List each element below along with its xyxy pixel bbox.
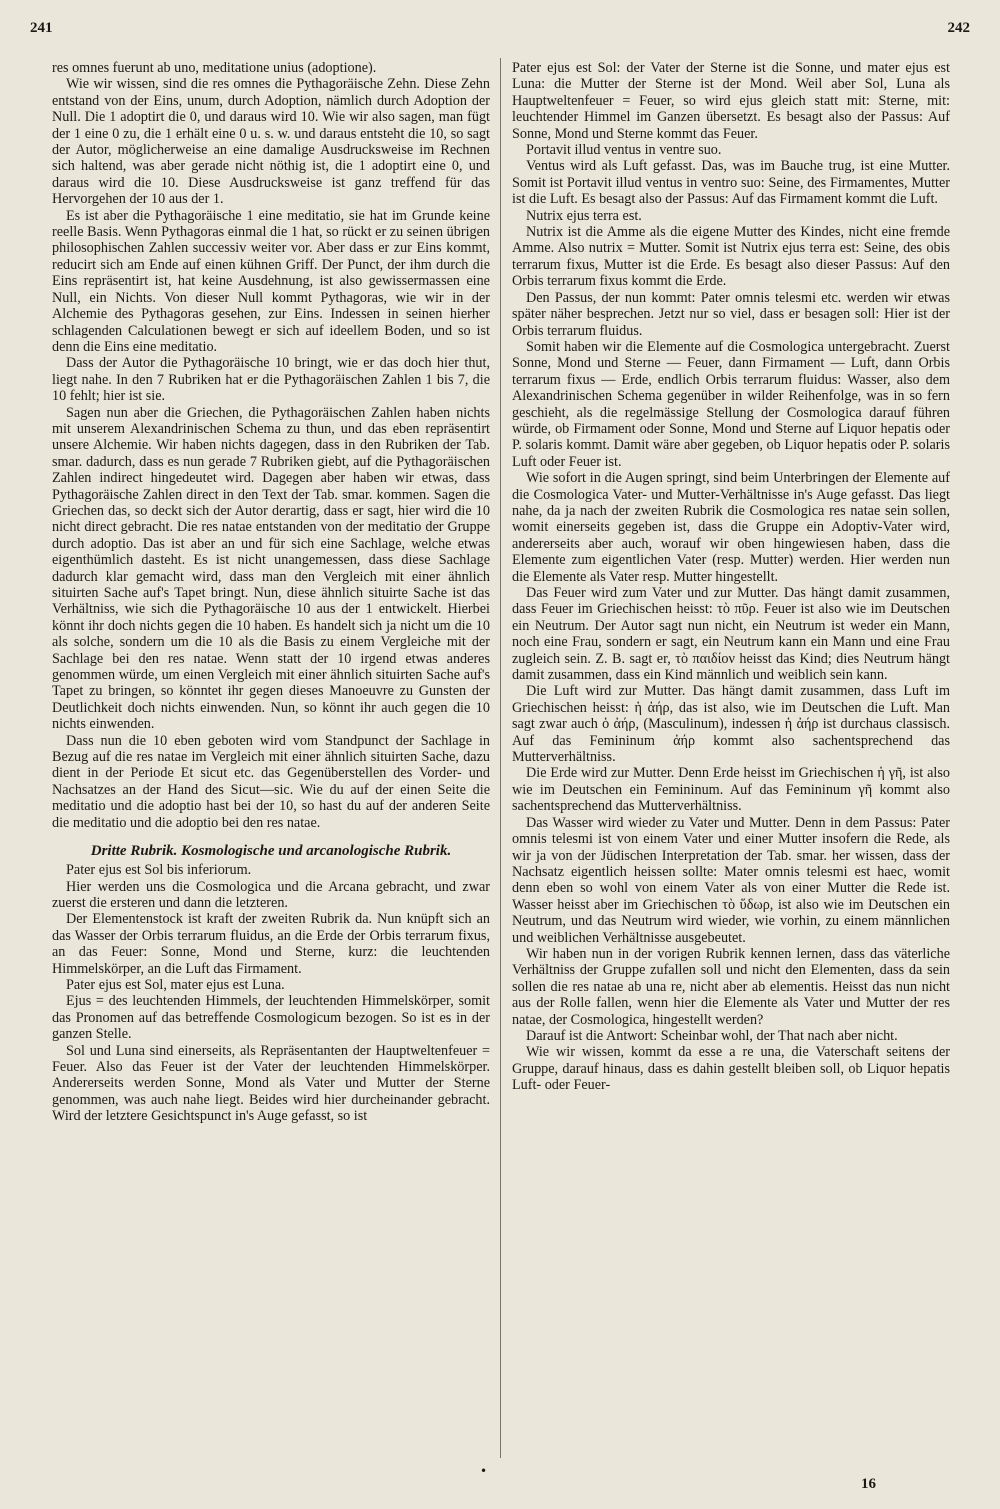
paragraph: Den Passus, der nun kommt: Pater omnis telesmi etc. werden wir etwas später näher besprechen. Jetzt nur so viel, dass er besagen soll: Hier ist der Orbis terrarum fluidus.	[512, 289, 950, 339]
paragraph: Nutrix ist die Amme als die eigene Mutter des Kindes, nicht eine fremde Amme. Also nutrix = Mutter. Somit ist Nutrix ejus terra est: Seine, des obis terrarum fixus, Mutter ist die Erde. Es besagt also dieser Passus: Auf den Orbis terrarum fixus kommt die Erde.	[512, 224, 950, 290]
paragraph: Wir haben nun in der vorigen Rubrik kennen lernen, dass das väterliche Verhältniss der Gruppe zufallen soll und nicht den Elementen, dass da sein sollen die res natae ab una re, nicht aber ab elementis. Heisst das nun nicht aus der Rolle fallen, wenn hier die Elemente als Vater und Mutter der res natae, der Cosmologica, hingestellt werden?	[512, 945, 950, 1028]
right-column	[512, 60, 950, 1094]
paragraph: Pater ejus est Sol bis inferiorum.	[66, 862, 252, 879]
paragraph: Portavit illud ventus in ventre suo.	[526, 142, 722, 159]
left-column	[52, 60, 490, 1125]
paragraph: Es ist aber die Pythagoräische 1 eine meditatio, sie hat im Grunde keine reelle Basis. Wenn Pythagoras einmal die 1 hat, so rückt er zu seinen übrigen philosophischen Zahlen successiv weiter vor. Aber dass er zur Eins kommt, reducirt sich am Ende auf einen kühnen Griff. Der Punct, der ihm durch die Eins repräsentirt ist, hat keine Ausdehnung, ist also gewissermassen eine Null, ein Nichts. Von dieser Null kommt Pythagoras, wie wir in der Alchemie des Pythagoras gesehen, zur Eins. Indessen in seinen hierher schlagenden Calculationen bewegt er sich auf ideellem Boden, und so ist denn die Eins eine meditatio.	[52, 207, 490, 355]
section-heading: Dritte Rubrik. Kosmologische und arcanologische Rubrik.	[90, 843, 452, 860]
paragraph: Dass nun die 10 eben geboten wird vom Standpunct der Sachlage in Bezug auf die res natae im Vergleich mit einer ähnlich situirten Sache, dazu dient in der Periode Et sicut etc. das Gegenüberstellen des Vorder- und Nachsatzes an der Hand des Sicut—sic. Wie du auf der einen Seite die meditatio und die adoptio hast bei der 10, so hast du auf der anderen Seite die meditatio und die adoptio bei den res natae.	[52, 732, 490, 831]
paragraph: Ejus = des leuchtenden Himmels, der leuchtenden Himmelskörper, somit das Pronomen auf das betreffende Cosmologicum bezogen. So ist es in der ganzen Stelle.	[52, 993, 490, 1043]
paragraph: Die Luft wird zur Mutter. Das hängt damit zusammen, dass Luft im Griechischen heisst: ἡ ἀήρ, das ist also, wie im Deutschen die Luft. Man sagt zwar auch ὁ ἀήρ, (Masculinum), indessen ἡ ἀήρ ist durchaus classisch. Auf das Femininum ἀήρ kommt also sachentsprechend das Mutterverhältniss.	[512, 683, 950, 766]
page-number-right: 242	[947, 20, 970, 36]
paragraph: Wie sofort in die Augen springt, sind beim Unterbringen der Elemente auf die Cosmologica Vater- und Mutter-Verhältnisse in's Auge gefasst. Das liegt nahe, da ja nach der zweiten Rubrik die Cosmologica res natae sein sollen, womit einerseits gegeben ist, dass die Gruppe ein Adoptiv-Vater wird, andererseits aber auch, worauf wir oben hingewiesen haben, dass die Elemente zum eigentlichen Vater (resp. Mutter) werden. Hier werden nun die Elemente als Vater resp. Mutter hingestellt.	[512, 470, 950, 585]
paragraph: Nutrix ejus terra est.	[526, 207, 642, 224]
paragraph: Dass der Autor die Pythagoräische 10 bringt, wie er das doch hier thut, liegt nahe. In den 7 Rubriken hat er die Pythagoräischen Zahlen 1 bis 7, die 10 fehlt; hier ist sie.	[52, 355, 490, 405]
paragraph: Der Elementenstock ist kraft der zweiten Rubrik da. Nun knüpft sich an das Wasser der Orbis terrarum fluidus, an die Erde der Orbis terrarum fixus, an das Feuer: Sonne, Mond und Sterne, kurz: die leuchtenden Himmelskörper, an die Luft das Firmament.	[52, 911, 490, 977]
paragraph: Somit haben wir die Elemente auf die Cosmologica untergebracht. Zuerst Sonne, Mond und Sterne — Feuer, dann Firmament — Luft, dann Orbis terrarum fixus — Erde, endlich Orbis terrarum fluidus: Wasser, also dem Alexandrinischen Schema gegenüber in wilder Reihenfolge, was in so fern geschieht, als die regelmässige Stellung der Cosmologica darauf führen würde, ob Firmament oder Sonne, Mond und Sterne auf Liquor hepatis oder P. solaris kommt. Damit wäre aber gegeben, ob Liquor hepatis oder P. solaris Luft oder Feuer ist.	[512, 338, 950, 470]
paragraph: Sol und Luna sind einerseits, als Repräsentanten der Hauptweltenfeuer = Feuer. Also das Feuer ist der Vater der leuchtenden Himmelskörper. Andererseits werden Sonne, Mond als Vater und Mutter der Sterne genommen, was auch nahe liegt. Beides wird hier durcheinander gebracht. Wird der letztere Gesichtspunct in's Auge gefasst, so ist	[52, 1042, 490, 1125]
paragraph: Die Erde wird zur Mutter. Denn Erde heisst im Griechischen ἡ γῆ, ist also wie im Deutschen ein Femininum. Auf das Femininum γῆ kommt also sachentsprechend das Mutterverhältniss.	[512, 765, 950, 815]
paragraph: Darauf ist die Antwort: Scheinbar wohl, der That nach aber nicht.	[526, 1027, 898, 1044]
paragraph: Ventus wird als Luft gefasst. Das, was im Bauche trug, ist eine Mutter. Somit ist Portavit illud ventus in ventro suo: Seine, des Firmamentes, Mutter ist die Luft. Es besagt also der Passus: Auf das Firmament kommt die Luft.	[512, 158, 950, 208]
paragraph: Sagen nun aber die Griechen, die Pythagoräischen Zahlen haben nichts mit unserem Alexandrinischen Schema zu thun, und das eben repräsentirt unsere Alchemie. Wir haben nichts dagegen, dass in den Rubriken der Tab. smar. dadurch, dass es nun gerade 7 Rubriken giebt, auf die Pythagoräischen Zahlen indirect hingedeutet wird. Dagegen aber haben wir etwas, dass Pythagoräische Zahlen direct in den Text der Tab. smar. kommen. Sagen die Griechen das, so deckt sich der Autor derartig, dass er sagt, hier wird die 10 nicht direct gebracht. Die res natae entstanden von der meditatio der Gruppe durch adoptio. Das ist aber an und für sich eine Sachlage, welche etwas eigenthümlich dasteht. Es ist nicht unangemessen, dass diese Sachlage dadurch klar gemacht wird, dass man den Vergleich mit einer ähnlich situirten Sache auf's Tapet bringt. Nun, diese ähnlich situirte Sache ist das Verhältniss, wie sich die Pythagoräische 10 aus der 1 entwickelt. Hierbei könnt ihr doch nichts gegen die 10 haben. Es handelt sich ja nicht um die 10 als solche, sondern um die 10 als die Basis zu einem Vergleiche mit der Sachlage bei den res natae. Wenn statt der 10 irgend etwas anderes genommen würde, um einen Vergleich mit einer ähnlich situirten Sache auf's Tapet zu bringen, so könntet ihr gegen dieses Manoeuvre zu Gunsten der Deutlichkeit doch nichts einwenden. Nun, so könnt ihr auch gegen die 10 nichts einwenden.	[52, 404, 490, 733]
paragraph: Pater ejus est Sol, mater ejus est Luna.	[66, 976, 285, 993]
paragraph: Das Feuer wird zum Vater und zur Mutter. Das hängt damit zusammen, dass Feuer im Griechischen heisst: τὸ πῦρ. Feuer ist also wie im Deutschen ein Neutrum. Der Autor sagt nun nicht, ein Neutrum ist weder ein Mann, noch eine Frau, sondern er sagt, ein Neutrum kann ein Mann und eine Frau zugleich sein. Z. B. sagt er, τὸ παιδίον heisst das Kind; dies Neutrum hängt damit zusammen, dass ein Kind männlich und weiblich sein kann.	[512, 585, 950, 684]
paragraph: Wie wir wissen, sind die res omnes die Pythagoräische Zehn. Diese Zehn entstand von der Eins, unum, durch Adoption, nämlich durch Adoption der Null. Die 1 adoptirt die 0, und daraus wird 10. Wie wir also sagen, man fügt der 1 eine 0 zu, die 1 erhält eine 0 u. s. w. und daraus entsteht die 10, so sagt der Autor, möglicherweise an eine damalige Ausdrucksweise im Rechnen sich haltend, was aber gerade nicht nöthig ist, die 1 adoptirt eine 0, und daraus wird die 10. Diese Ausdrucksweise ist ganz treffend für das Hervorgehen der 10 aus der 1.	[52, 76, 490, 208]
column-divider	[500, 58, 501, 1458]
paragraph: Das Wasser wird wieder zu Vater und Mutter. Denn in dem Passus: Pater omnis telesmi ist von einem Vater und einer Mutter insofern die Rede, als wir ja von der Jüdischen Interpretation der Tab. smar. her wissen, dass der Nachsatz eigentlich heissen sollte: Mater omnis telesmi est haec, womit denn eben so wohl von einem Vater als von einer Mutter die Rede ist. Wasser heisst aber im Griechischen τὸ ὕδωρ, ist also wie im Deutschen ein Neutrum, und das Neutrum wird wieder, wie vorhin, zu einem männlichen und weiblichen Verhältnisse ausgebeutet.	[512, 814, 950, 946]
paragraph: res omnes fuerunt ab uno, meditatione unius (adoptione).	[52, 60, 377, 76]
paragraph: Pater ejus est Sol: der Vater der Sterne ist die Sonne, und mater ejus est Luna: die Mutter der Sterne ist der Mond. Weil aber Sol, Luna als Hauptweltenfeuer = Feuer, so wird ejus gleich statt mit: Sterne, mit: leuchtender Himmel im Ganzen übersetzt. Es besagt also der Passus: Auf Sonne, Mond und Sterne kommt das Feuer.	[512, 60, 950, 142]
signature-mark: 16	[861, 1476, 876, 1492]
paragraph: Hier werden uns die Cosmologica und die Arcana gebracht, und zwar zuerst die ersteren und dann die letzteren.	[52, 878, 490, 911]
page-number-left: 241	[30, 20, 53, 36]
paragraph: Wie wir wissen, kommt da esse a re una, die Vaterschaft seitens der Gruppe, darauf hinaus, dass es dahin gestellt bleiben soll, ob Liquor hepatis Luft- oder Feuer-	[512, 1044, 950, 1094]
print-mark: •	[480, 1464, 488, 1478]
